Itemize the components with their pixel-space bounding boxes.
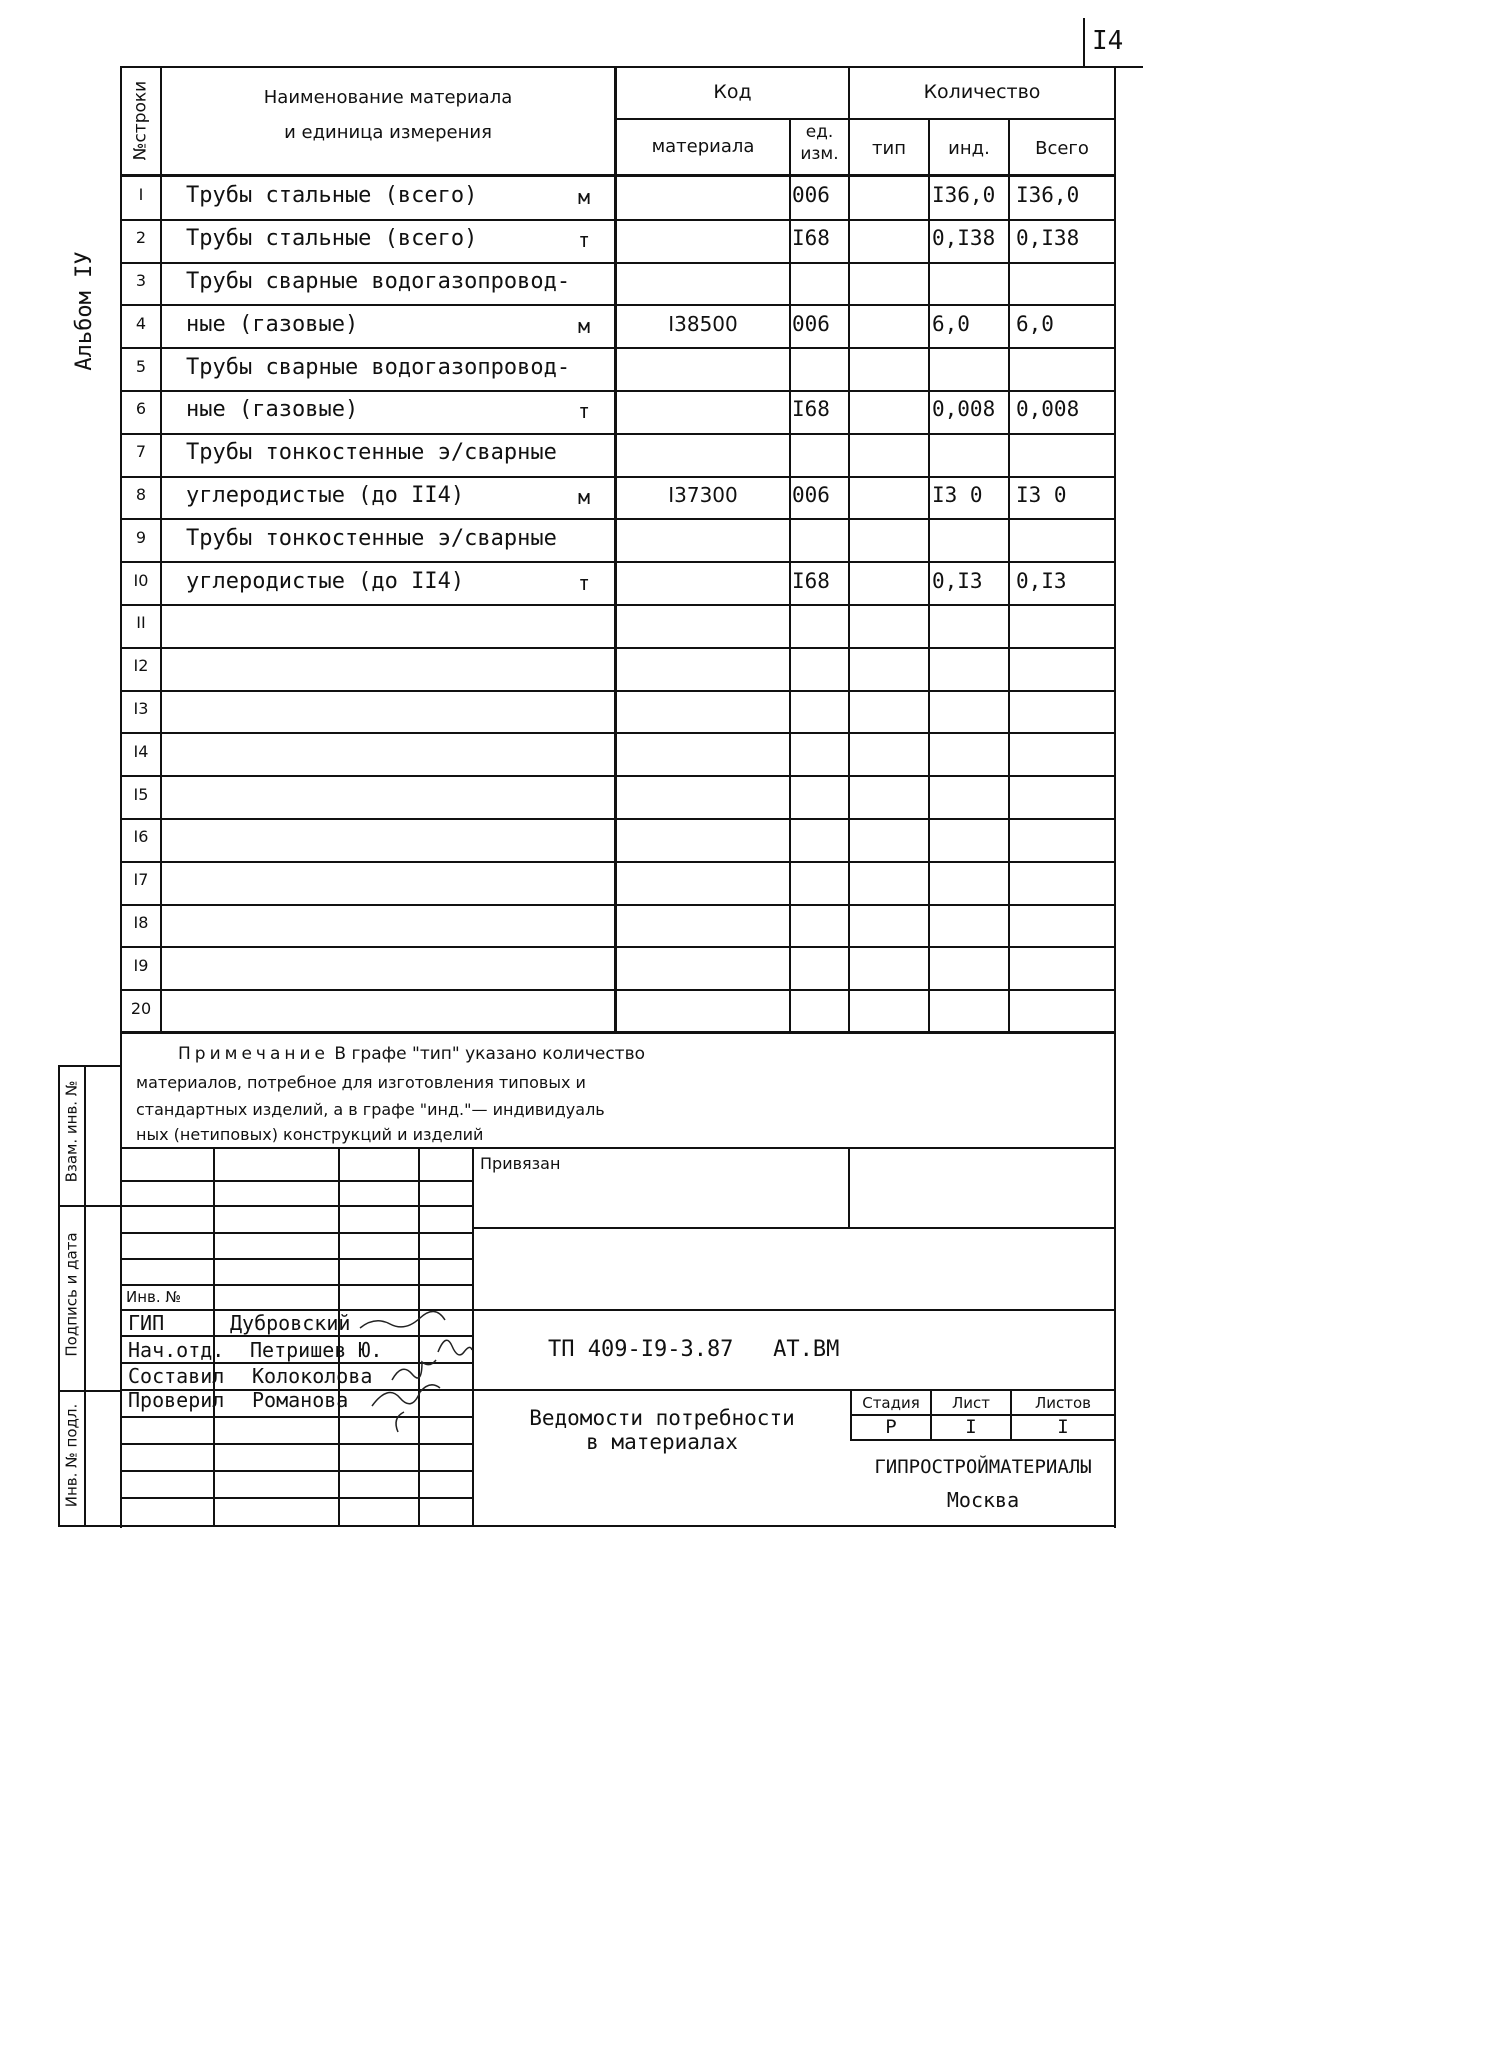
row-unit-code: 006 [792,483,830,507]
org-name: ГИПРОСТРОЙМАТЕРИАЛЫ [874,1456,1092,1478]
doc-title-line1: Ведомости потребности [529,1406,795,1430]
sheets-label: Листов [1034,1394,1092,1412]
org-city: Москва [946,1488,1020,1512]
row-number: I4 [133,742,149,761]
role-sostavil: Составил [128,1364,225,1388]
header-quantity: Количество [923,81,1041,103]
row-name: углеродистые (до II4) [186,483,465,508]
header-type: тип [872,138,906,159]
sheets-value: I [1057,1416,1069,1438]
header-unit-line2: изм. [800,144,839,164]
name-gip: Дубровский [230,1311,351,1335]
row-total: I36,0 [1016,183,1080,207]
inv-no-label: Инв. № [126,1288,182,1306]
role-proveril: Проверил [128,1388,225,1412]
row-number: I3 [133,699,149,718]
row-ind: I36,0 [932,183,996,207]
sheet-value: I [965,1416,977,1438]
side-label-vzam: Взам. инв. № [62,1080,81,1183]
row-number: I8 [133,913,149,932]
row-unit-letter: т [578,399,591,423]
sheet-label: Лист [951,1394,990,1412]
header-row-no: №строки [130,80,151,161]
row-total: I3 0 [1016,483,1067,507]
note-line3: стандартных изделий, а в графе "инд."— индивидуаль [136,1100,605,1119]
row-number: 3 [135,271,147,290]
row-name: углеродистые (до II4) [186,569,465,594]
row-name: Трубы тонкостенные э/сварные [186,440,557,465]
side-label-podpis: Подпись и дата [62,1232,81,1357]
row-unit-letter: м [578,485,591,509]
row-unit-code: 006 [792,183,830,207]
row-unit-letter: м [578,185,591,209]
row-number: 20 [130,999,152,1018]
note-line4: ных (нетиповых) конструкций и изделий [136,1125,484,1144]
row-number: I9 [133,956,149,975]
row-unit-code: I68 [792,569,830,593]
row-ind: 0,I3 [932,569,983,593]
row-total: 6,0 [1016,312,1054,336]
row-name: ные (газовые) [186,312,359,337]
row-number: I0 [133,571,149,590]
row-ind: I3 0 [932,483,983,507]
row-number: 9 [135,528,147,547]
row-unit-letter: т [578,571,591,595]
row-unit-letter: т [578,228,591,252]
row-number: 7 [135,442,147,461]
row-number: I6 [133,827,149,846]
row-unit-letter: м [578,314,591,338]
row-number: I5 [133,785,149,804]
row-unit-code: 006 [792,312,830,336]
page-number: I4 [1092,26,1124,56]
row-material-code: I37300 [668,483,738,507]
name-nach-otd: Петришев Ю. [250,1338,383,1362]
row-name: Трубы сварные водогазопровод- [186,355,571,380]
side-label-inv: Инв. № подл. [62,1403,81,1508]
name-sostavil: Колоколова [252,1364,373,1388]
header-material: материала [651,136,755,157]
role-nach-otd: Нач.отд. [128,1338,225,1362]
row-unit-code: I68 [792,226,830,250]
header-ind: инд. [948,138,990,159]
header-total: Всего [1035,138,1089,159]
row-name: Трубы сварные водогазопровод- [186,269,571,294]
stage-value: Р [885,1416,897,1438]
header-unit-line1: ед. [805,122,834,142]
row-name: Трубы тонкостенные э/сварные [186,526,557,551]
row-number: I [138,185,144,204]
row-total: 0,008 [1016,397,1080,421]
row-number: 4 [135,314,147,333]
header-name-line2: и единица измерения [284,122,492,143]
row-total: 0,I3 [1016,569,1067,593]
row-number: 8 [135,485,147,504]
row-number: I2 [133,656,149,675]
row-number: I7 [133,870,149,889]
note-text: В графе "тип" указано количество [329,1044,645,1064]
row-number: II [136,613,146,632]
row-ind: 0,I38 [932,226,996,250]
row-name: Трубы стальные (всего) [186,183,478,208]
doc-title-line2: в материалах [586,1430,738,1454]
row-number: 6 [135,399,147,418]
stage-label: Стадия [862,1394,920,1412]
row-unit-code: I68 [792,397,830,421]
row-number: 2 [135,228,147,247]
header-code: Код [713,81,752,103]
name-proveril: Романова [252,1388,349,1412]
note-line2: материалов, потребное для изготовления типовых и [136,1073,586,1092]
role-gip: ГИП [128,1311,165,1335]
album-label: Альбом IУ [72,251,97,371]
row-material-code: I38500 [668,312,738,336]
privyazan-label: Привязан [480,1154,561,1173]
row-total: 0,I38 [1016,226,1080,250]
header-name-line1: Наименование материала [263,87,513,108]
note-label: Примечание [178,1044,329,1064]
doc-code: ТП 409-I9-3.87 АТ.ВМ [548,1337,840,1362]
row-name: ные (газовые) [186,397,359,422]
row-ind: 0,008 [932,397,996,421]
row-ind: 6,0 [932,312,970,336]
row-number: 5 [135,357,147,376]
row-name: Трубы стальные (всего) [186,226,478,251]
